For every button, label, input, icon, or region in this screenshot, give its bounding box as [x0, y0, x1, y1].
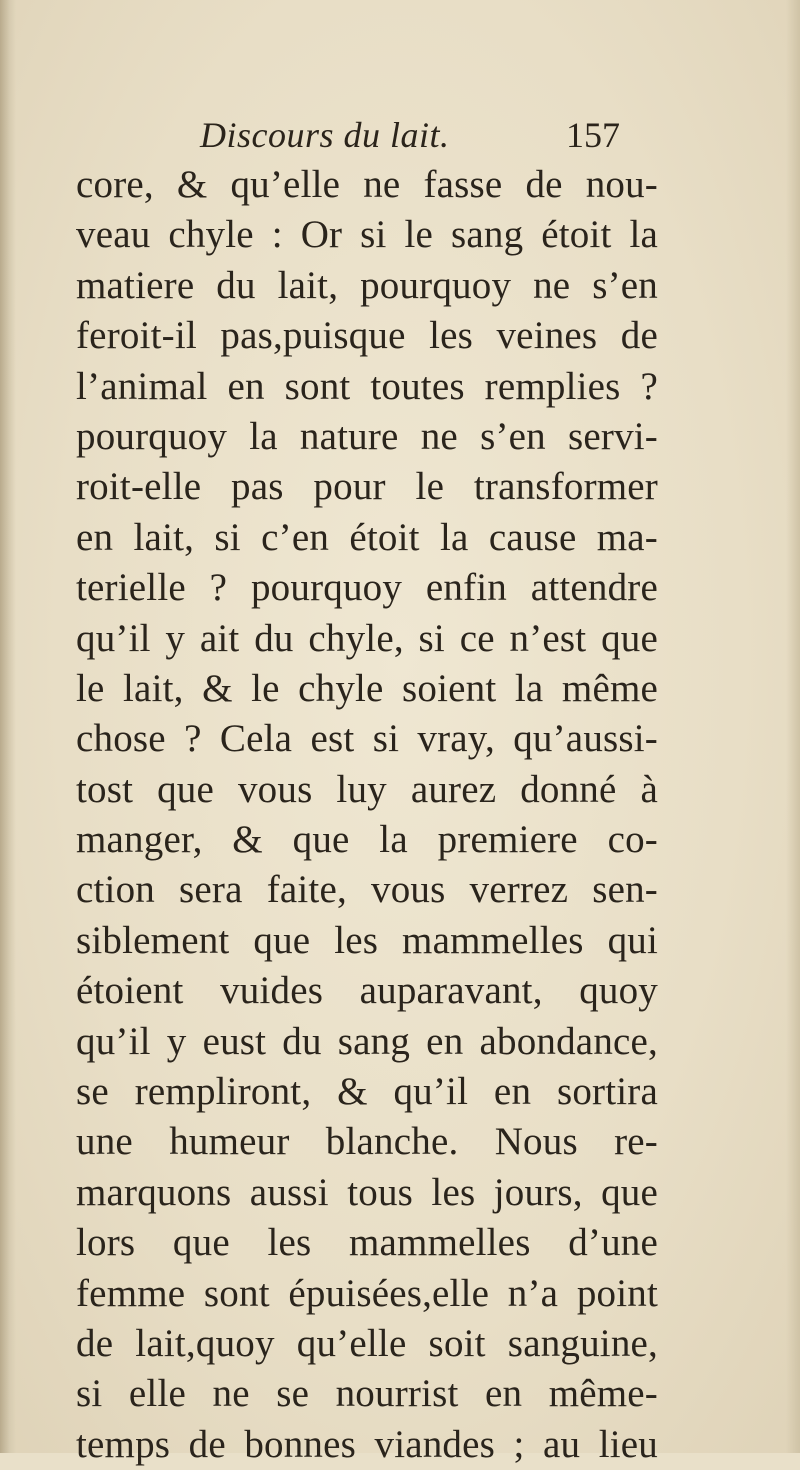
text-line: le lait, & le chyle soient la même [76, 666, 658, 710]
text-line: qu’il y ait du chyle, si ce n’est que [76, 616, 658, 660]
text-line: étoient vuides auparavant, quoy [76, 969, 658, 1013]
text-line: ction sera faite, vous verrez sen- [76, 868, 658, 912]
text-line: l’animal en sont toutes remplies ? [76, 364, 658, 408]
running-title: Discours du lait. [200, 115, 450, 155]
text-line: manger, & que la premiere co- [76, 818, 658, 862]
text-line: se rempliront, & qu’il en sortira [76, 1070, 658, 1114]
text-line: lors que les mammelles d’une [76, 1221, 658, 1265]
text-line: de lait,quoy qu’elle soit sanguine, [76, 1321, 658, 1365]
text-line: qu’il y eust du sang en abondance, [76, 1019, 658, 1063]
text-line: siblement que les mammelles qui [76, 918, 658, 962]
body-text [76, 160, 658, 1470]
text-line: veau chyle : Or si le sang étoit la [76, 213, 658, 257]
page-number: 157 [566, 115, 620, 155]
page-edge-shadow [786, 0, 800, 1453]
text-line: en lait, si c’en étoit la cause ma- [76, 515, 658, 559]
text-line: terielle ? pourquoy enfin attendre [76, 566, 658, 610]
text-line: chose ? Cela est si vray, qu’aussi- [76, 717, 658, 761]
text-line: matiere du lait, pourquoy ne s’en [76, 263, 658, 307]
text-line: feroit-il pas,puisque les veines de [76, 314, 658, 358]
text-line: femme sont épuisées,elle n’a point [76, 1271, 658, 1315]
text-line: marquons aussi tous les jours, que [76, 1170, 658, 1214]
page-gutter-shadow [0, 0, 16, 1453]
text-line: pourquoy la nature ne s’en servi- [76, 414, 658, 458]
text-line: une humeur blanche. Nous re- [76, 1120, 658, 1164]
running-head [200, 114, 640, 164]
text-line: roit-elle pas pour le transformer [76, 465, 658, 509]
text-line: temps de bonnes viandes ; au lieu [76, 1422, 658, 1466]
text-line: tost que vous luy aurez donné à [76, 767, 658, 811]
text-line: core, & qu’elle ne fasse de nou- [76, 163, 658, 206]
text-line: si elle ne se nourrist en même- [76, 1372, 658, 1416]
